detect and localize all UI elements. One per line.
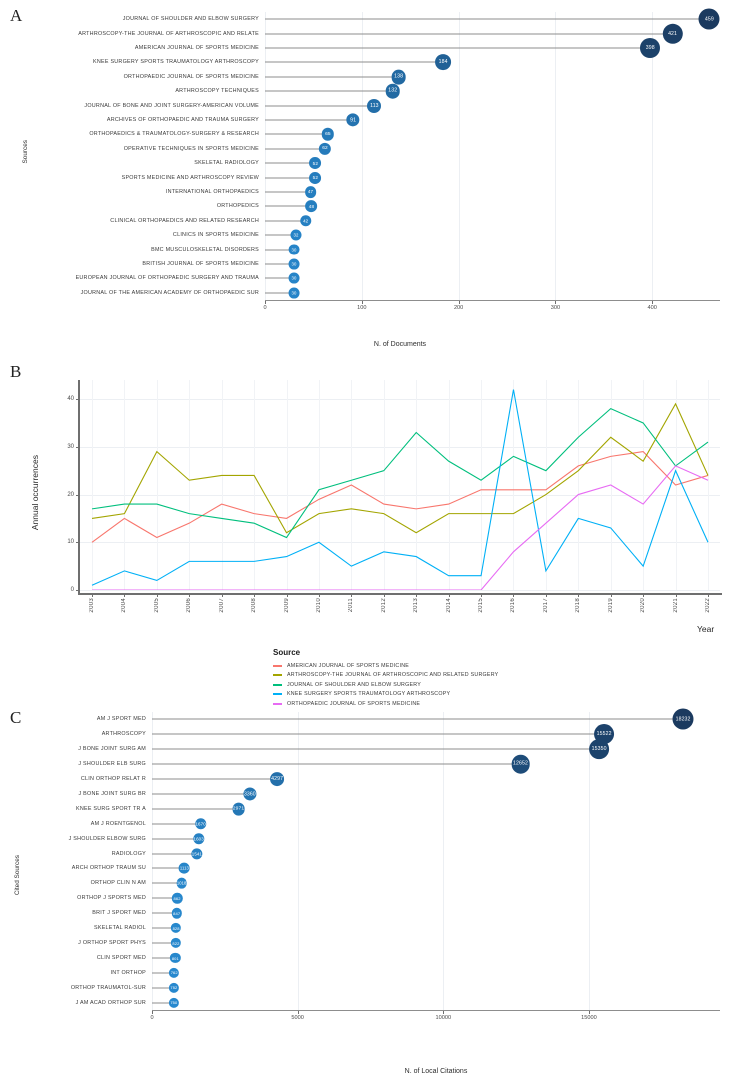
lollipop-row [110, 965, 720, 981]
x-axis-tick-label: 2013 [413, 598, 420, 613]
category-label: CLIN SPORT MED [96, 954, 146, 961]
x-axis-tick-label: 200 [453, 305, 464, 311]
panel-c-letter: C [10, 708, 22, 727]
lollipop-stem [152, 808, 236, 809]
lollipop-stem [265, 177, 312, 178]
lollipop-stem [152, 719, 680, 720]
lollipop-row [68, 831, 720, 847]
lollipop-dot[interactable]: 15350 [589, 739, 609, 759]
lollipop-dot[interactable]: 62 [319, 143, 331, 155]
lollipop-row [96, 950, 720, 966]
legend-item[interactable] [273, 680, 498, 690]
legend-color-swatch [273, 684, 282, 686]
x-axis-tick-mark [589, 1011, 590, 1014]
x-axis-tick-label: 2022 [705, 598, 711, 613]
lollipop-stem [152, 734, 601, 735]
x-axis-tick-label: 2006 [186, 598, 193, 613]
lollipop-row [71, 860, 720, 876]
panel-b-legend [273, 648, 498, 709]
x-axis-tick-mark [459, 301, 460, 304]
panel-c-y-axis-title: Cited Sources [14, 855, 21, 896]
lollipop-stem [265, 249, 291, 250]
x-axis-tick-mark [152, 1011, 153, 1014]
x-axis-tick-mark [652, 301, 653, 304]
category-label: OPERATIVE TECHNIQUES IN SPORTS MEDICINE [123, 145, 259, 152]
legend-title: Source [273, 648, 301, 657]
legend-item[interactable] [273, 661, 498, 671]
x-axis-tick-label: 2005 [153, 598, 160, 613]
category-label: ORTHOP TRAUMATOL-SUR [70, 984, 146, 991]
x-axis-tick-label: 15000 [581, 1015, 597, 1021]
x-axis-tick-label: 2016 [510, 598, 517, 613]
lollipop-stem [152, 913, 174, 914]
category-label: BMC MUSCULOSKELETAL DISORDERS [151, 246, 259, 253]
lollipop-row [90, 875, 720, 891]
lollipop-stem [265, 120, 350, 121]
lollipop-stem [265, 264, 291, 265]
x-axis-tick-label: 2010 [315, 598, 322, 613]
lollipop-stem [265, 163, 312, 164]
lollipop-dot[interactable]: 1603 [193, 833, 204, 844]
lollipop-stem [265, 235, 293, 236]
panel-a-x-axis-title: N. of Documents [373, 341, 427, 348]
lollipop-dot[interactable]: 18232 [673, 709, 694, 730]
lollipop-stem [152, 764, 518, 765]
y-axis-tick-label: 40 [67, 396, 74, 403]
panel-b-y-axis-title: Annual occurrences [30, 455, 40, 531]
category-label: ORTHOP CLIN N AM [90, 880, 146, 887]
y-axis-tick-label: 0 [70, 587, 74, 593]
category-label: KNEE SURGERY SPORTS TRAUMATOLOGY ARTHROSCOPY [93, 59, 259, 66]
category-label: ARCHIVES OF ORTHOPAEDIC AND TRAUMA SURGERY [106, 117, 259, 123]
lollipop-stem [265, 220, 303, 221]
legend-label: ORTHOPAEDIC JOURNAL OF SPORTS MEDICINE [287, 700, 421, 707]
legend-item[interactable] [273, 671, 498, 681]
lollipop-stem [152, 749, 596, 750]
x-axis-tick-label: 0 [263, 305, 267, 311]
lollipop-dot[interactable]: 138 [391, 69, 406, 84]
lollipop-dot[interactable]: 752 [169, 983, 179, 993]
y-axis-tick-label: 10 [67, 539, 74, 546]
legend-color-swatch [273, 674, 282, 676]
lollipop-row [75, 801, 720, 817]
category-label: J BONE JOINT SURG BR [78, 790, 146, 797]
category-label: INTERNATIONAL ORTHOPAEDICS [165, 189, 259, 195]
category-label: J ORTHOP SPORT PHYS [78, 939, 146, 946]
category-label: KNEE SURG SPORT TR A [75, 805, 146, 812]
lollipop-row [90, 816, 720, 832]
y-axis-tick-label: 30 [67, 443, 74, 450]
lollipop-stem [265, 148, 322, 149]
lollipop-row [78, 935, 720, 951]
lollipop-dot[interactable]: 822 [171, 938, 181, 948]
panel-c-lollipop-chart [68, 712, 720, 1032]
lollipop-stem [265, 206, 308, 207]
lollipop-dot[interactable]: 30 [289, 259, 300, 270]
lollipop-stem [265, 292, 291, 293]
lollipop-dot[interactable]: 30 [289, 273, 300, 284]
lollipop-stem [152, 883, 179, 884]
lollipop-stem [265, 278, 291, 279]
lollipop-stem [152, 823, 198, 824]
lollipop-row [80, 771, 720, 787]
category-label: J SHOULDER ELBOW SURG [68, 835, 146, 842]
lollipop-dot[interactable]: 3360 [243, 787, 256, 800]
x-axis-line [152, 1010, 720, 1011]
lollipop-stem [265, 134, 325, 135]
x-axis-tick-label: 2019 [607, 598, 614, 613]
category-label: AM J ROENTGENOL [90, 820, 146, 827]
x-axis-tick-label: 2008 [251, 598, 258, 613]
category-label: ORTHOP J SPORTS MED [77, 895, 146, 902]
legend-label: ARTHROSCOPY-THE JOURNAL OF ARTHROSCOPIC AND RELATED SURGERY [287, 672, 499, 679]
lollipop-row [80, 285, 720, 301]
lollipop-dot[interactable]: 459 [699, 9, 720, 30]
lollipop-dot[interactable]: 1018 [176, 878, 187, 889]
lollipop-row [96, 711, 720, 727]
lollipop-row [78, 756, 720, 772]
lollipop-row [70, 980, 720, 996]
lollipop-dot[interactable]: 1541 [191, 848, 202, 859]
category-label: INT ORTHOP [110, 969, 146, 976]
legend-label: AMERICAN JOURNAL OF SPORTS MEDICINE [287, 662, 410, 669]
lollipop-dot[interactable]: 113 [367, 99, 381, 113]
legend-item[interactable] [273, 699, 498, 709]
lollipop-dot[interactable]: 12652 [511, 755, 530, 774]
lollipop-stem [265, 105, 371, 106]
category-label: J BONE JOINT SURG AM [78, 746, 146, 753]
category-label: CLINICAL ORTHOPAEDICS AND RELATED RESEARCH [110, 217, 259, 224]
lollipop-row [75, 995, 720, 1011]
x-axis-tick-label: 2012 [380, 598, 387, 613]
x-axis-tick-label: 100 [357, 305, 367, 311]
category-label: ARTHROSCOPY [101, 731, 146, 738]
category-label: AM J SPORT MED [96, 716, 146, 723]
lollipop-stem [152, 898, 174, 899]
lollipop-stem [152, 853, 194, 854]
lollipop-dot[interactable]: 2971 [232, 802, 245, 815]
lollipop-dot[interactable]: 421 [662, 23, 682, 43]
lollipop-dot[interactable]: 52 [309, 172, 321, 184]
lollipop-dot[interactable]: 32 [290, 230, 301, 241]
category-label: JOURNAL OF BONE AND JOINT SURGERY-AMERICAN VOLUME [84, 102, 259, 109]
line-series-group [80, 380, 720, 590]
lollipop-stem [152, 779, 274, 780]
lollipop-stem [265, 192, 308, 193]
category-label: ORTHOPEDICS [216, 203, 259, 210]
lollipop-dot[interactable]: 47 [305, 186, 317, 198]
lollipop-stem [152, 838, 196, 839]
x-axis-tick-label: 2004 [121, 598, 128, 613]
x-axis-tick-label: 400 [647, 305, 657, 311]
lollipop-dot[interactable]: 48 [306, 201, 318, 213]
category-label: CLINICS IN SPORTS MEDICINE [172, 232, 259, 239]
lollipop-row [78, 741, 720, 757]
lollipop-dot[interactable]: 750 [169, 997, 179, 1007]
category-label: JOURNAL OF SHOULDER AND ELBOW SURGERY [122, 16, 259, 23]
x-axis-tick-label: 2014 [445, 598, 452, 613]
x-axis-tick-label: 0 [150, 1015, 154, 1021]
lollipop-stem [152, 868, 181, 869]
category-label: ARCH ORTHOP TRAUM SU [71, 865, 146, 872]
lollipop-dot[interactable]: 1113 [179, 863, 190, 874]
x-axis-tick-label: 2011 [348, 598, 355, 613]
lollipop-dot[interactable]: 42 [300, 215, 311, 226]
x-axis-tick-mark [555, 301, 556, 304]
x-axis-tick-mark [265, 301, 266, 304]
lollipop-stem [265, 62, 440, 63]
panel-b-x-axis-title: Year [697, 624, 715, 634]
category-label: ARTHROSCOPY TECHNIQUES [175, 88, 259, 95]
panel-a-y-axis-title: Sources [22, 140, 29, 164]
x-axis-tick-label: 2021 [672, 598, 679, 613]
panel-a-letter: A [10, 6, 23, 25]
x-axis-tick-label: 2003 [89, 598, 95, 613]
x-axis-tick-label: 300 [550, 305, 561, 311]
lollipop-dot[interactable]: 801 [170, 953, 180, 963]
category-label: BRITISH JOURNAL OF SPORTS MEDICINE [142, 261, 259, 267]
x-axis-tick-label: 5000 [291, 1015, 304, 1021]
lollipop-row [92, 905, 720, 921]
category-label: EUROPEAN JOURNAL OF ORTHOPAEDIC SURGERY AND TRAUMA [75, 275, 259, 282]
x-axis-tick-mark [298, 1011, 299, 1014]
category-label: RADIOLOGY [111, 850, 146, 857]
lollipop-dot[interactable]: 762 [169, 968, 179, 978]
lollipop-row [94, 920, 720, 936]
lollipop-dot[interactable]: 184 [435, 54, 451, 70]
lollipop-dot[interactable]: 30 [289, 244, 300, 255]
lollipop-dot[interactable]: 4297 [270, 772, 284, 786]
line-series [92, 466, 708, 590]
lollipop-dot[interactable]: 862 [172, 893, 182, 903]
category-label: ORTHOPAEDIC JOURNAL OF SPORTS MEDICINE [123, 73, 259, 80]
category-label: ARTHROSCOPY-THE JOURNAL OF ARTHROSCOPIC AND RELATE [78, 30, 259, 37]
lollipop-row [78, 786, 720, 802]
category-label: J SHOULDER ELB SURG [78, 761, 146, 768]
x-axis-line [78, 593, 722, 595]
lollipop-dot[interactable]: 1670 [195, 818, 206, 829]
x-axis-tick-label: 2015 [478, 598, 485, 613]
x-axis-tick-label: 2018 [575, 598, 582, 613]
lollipop-dot[interactable]: 52 [309, 157, 321, 169]
lollipop-dot[interactable]: 132 [386, 84, 401, 99]
y-axis-tick-label: 20 [67, 491, 74, 498]
lollipop-stem [152, 793, 247, 794]
panel-c-x-axis-title: N. of Local Citations [404, 1068, 468, 1075]
lollipop-stem [265, 91, 390, 92]
lollipop-dot[interactable]: 91 [346, 113, 359, 126]
category-label: J AM ACAD ORTHOP SUR [75, 999, 146, 1006]
x-axis-tick-label: 2017 [542, 598, 549, 613]
lollipop-stem [265, 76, 396, 77]
x-axis-tick-label: 2009 [283, 598, 290, 613]
lollipop-dot[interactable]: 15522 [594, 724, 614, 744]
legend-color-swatch [273, 703, 282, 705]
legend-color-swatch [273, 665, 282, 667]
category-label: SKELETAL RADIOLOGY [194, 160, 259, 167]
panel-b-line-chart [67, 380, 720, 613]
lollipop-dot[interactable]: 828 [171, 923, 181, 933]
category-label: SKELETAL RADIOL [94, 925, 146, 932]
line-series [92, 404, 708, 533]
lollipop-dot[interactable]: 847 [171, 908, 181, 918]
x-axis-tick-label: 10000 [435, 1015, 452, 1021]
x-axis-tick-label: 2020 [640, 598, 647, 613]
legend-item[interactable] [273, 690, 498, 700]
lollipop-stem [265, 33, 670, 34]
panel-b-letter: B [10, 362, 22, 381]
x-axis-tick-mark [443, 1011, 444, 1014]
category-label: CLIN ORTHOP RELAT R [80, 776, 146, 783]
lollipop-row [77, 890, 720, 906]
lollipop-stem [265, 19, 706, 20]
line-series [92, 452, 708, 543]
category-label: ORTHOPAEDICS & TRAUMATOLOGY-SURGERY & RESEARCH [89, 131, 259, 138]
lollipop-dot[interactable]: 65 [322, 128, 334, 140]
category-label: BRIT J SPORT MED [92, 910, 146, 917]
line-series [92, 409, 708, 538]
lollipop-stem [265, 48, 647, 49]
category-label: JOURNAL OF THE AMERICAN ACADEMY OF ORTHOPAEDIC SUR [80, 289, 259, 296]
panel-a-lollipop-chart [75, 12, 720, 322]
x-axis-tick-mark [362, 301, 363, 304]
gridline-horizontal [80, 590, 720, 591]
x-axis-tick-label: 2007 [218, 598, 225, 613]
legend-label: JOURNAL OF SHOULDER AND ELBOW SURGERY [287, 681, 422, 688]
category-label: AMERICAN JOURNAL OF SPORTS MEDICINE [134, 45, 259, 51]
lollipop-row [101, 726, 720, 742]
lollipop-dot[interactable]: 30 [289, 287, 300, 298]
lollipop-row [111, 846, 720, 862]
legend-color-swatch [273, 693, 282, 695]
legend-label: KNEE SURGERY SPORTS TRAUMATOLOGY ARTHROSCOPY [287, 691, 451, 698]
category-label: SPORTS MEDICINE AND ARTHROSCOPY REVIEW [121, 174, 259, 181]
lollipop-dot[interactable]: 398 [640, 38, 660, 58]
